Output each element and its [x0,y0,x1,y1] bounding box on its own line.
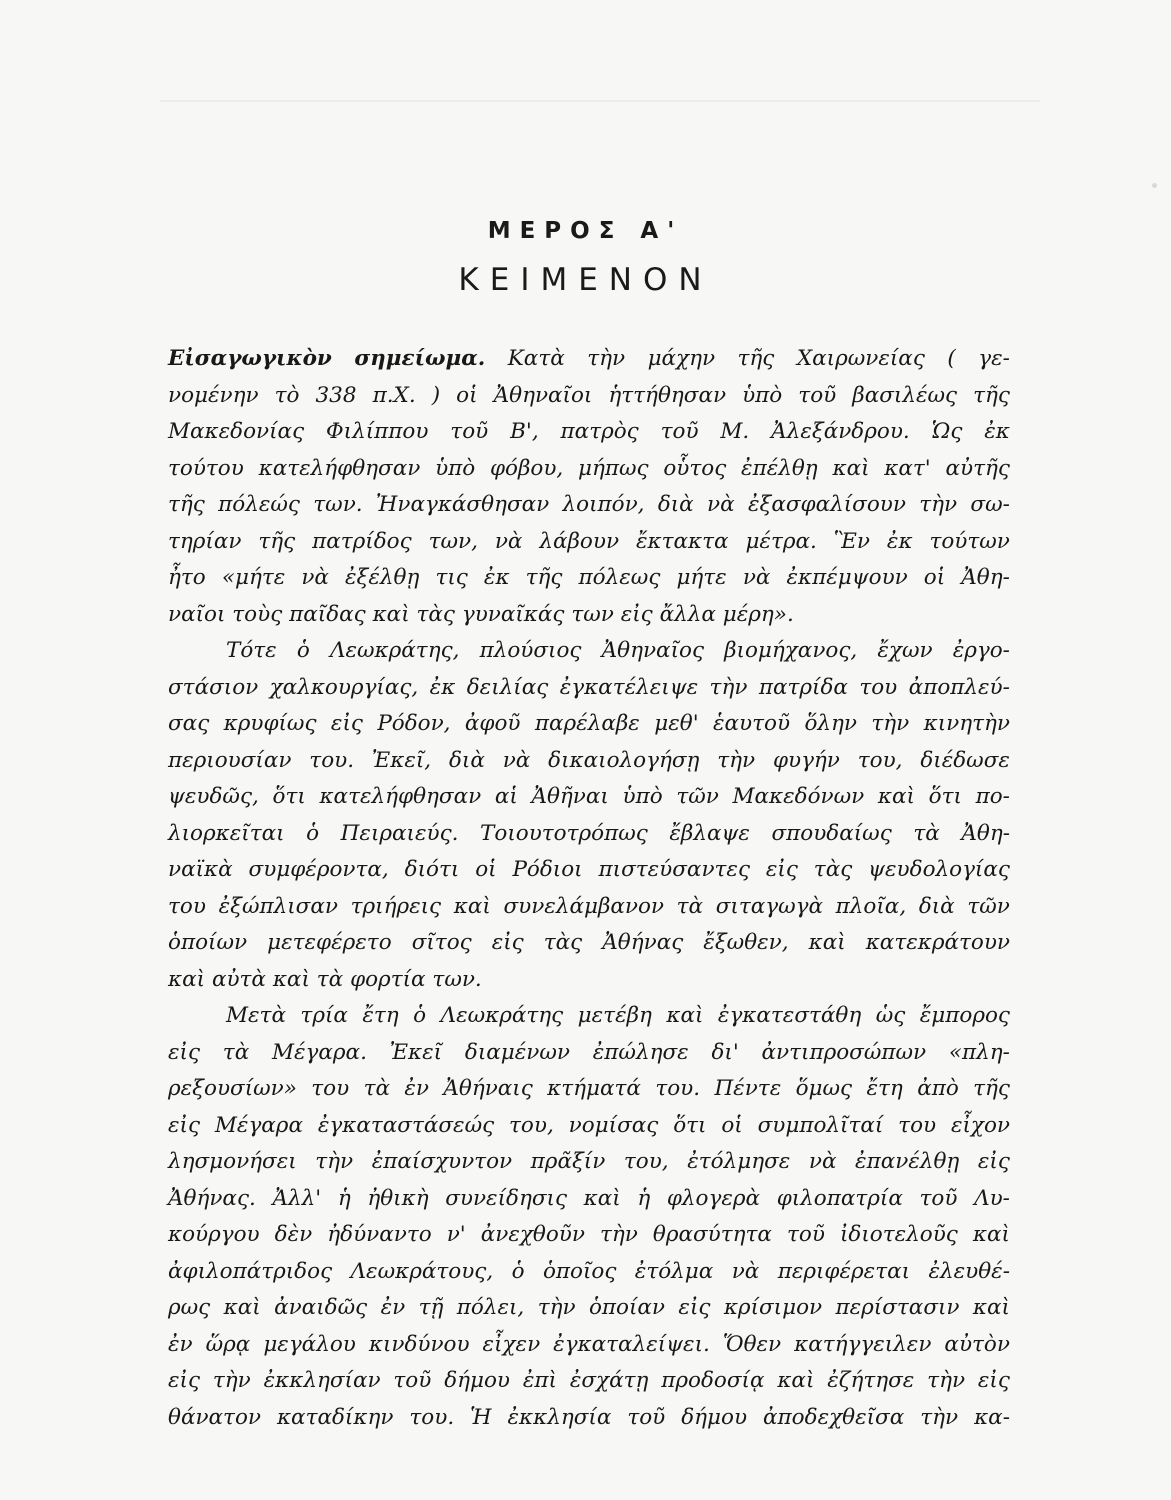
text-line: ἦτο «μήτε νὰ ἐξέλθῃ τις ἐκ τῆς πόλεως μήτε νὰ ἐκπέμψουν οἱ Ἀθη- [168,565,1010,590]
text-line: ναῖοι τοὺς παῖδας καὶ τὰς γυναῖκάς των εἰς ἄλλα μέρη». [168,601,794,627]
text-line: Ἀθήνας. Ἀλλ' ἡ ἠθικὴ συνείδησις καὶ ἡ φλογερὰ φιλοπατρία τοῦ Λυ- [168,1185,1010,1211]
text-line: κούργου δὲν ἠδύναντο ν' ἀνεχθοῦν τὴν θρασύτητα τοῦ ἰδιοτελοῦς καὶ [168,1222,1010,1247]
text-line: εἰς Μέγαρα ἐγκαταστάσεώς του, νομίσας ὅτι οἱ συμπολῖταί του εἶχον [168,1112,1010,1138]
text-line: καὶ αὐτὰ καὶ τὰ φορτία των. [168,966,482,992]
section-heading: ΚΕΙΜΕΝΟΝ [458,262,713,298]
text-line: στάσιον χαλκουργίας, ἐκ δειλίας ἐγκατέλειψε τὴν πατρίδα του ἀποπλεύ- [168,674,1010,700]
text-line: του ἐξώπλισαν τριήρεις καὶ συνελάμβανον τὰ σιταγωγὰ πλοῖα, διὰ τῶν [168,893,1010,919]
text-line: τηρίαν τῆς πατρίδος των, νὰ λάβουν ἔκτακτα μέτρα. Ἓν ἐκ τούτων [168,528,1010,554]
text-line: σας κρυφίως εἰς Ρόδον, ἀφοῦ παρέλαβε μεθ' ἑαυτοῦ ὅλην τὴν κινητὴν [168,711,1010,736]
text-line: Εἰσαγωγικὸν σημείωμα. Κατὰ τὴν μάχην τῆς Χαιρωνείας ( γε- [168,346,1010,371]
text-line: Μετὰ τρία ἔτη ὁ Λεωκράτης μετέβη καὶ ἐγκατεστάθη ὡς ἔμπορος [226,1003,1010,1028]
part-heading: ΜΕΡΟΣ Α' [487,218,684,244]
text-line: νομένην τὸ 338 π.Χ. ) οἱ Ἀθηναῖοι ἡττήθησαν ὑπὸ τοῦ βασιλέως τῆς [168,382,1010,408]
text-line: θάνατον καταδίκην του. Ἡ ἐκκλησία τοῦ δήμου ἀποδεχθεῖσα τὴν κα- [168,1404,1010,1430]
body-text [168,341,1010,1436]
text-line: τούτου κατελήφθησαν ὑπὸ φόβου, μήπως οὗτος ἐπέλθῃ καὶ κατ' αὐτῆς [168,455,1010,481]
text-line: ἀφιλοπάτριδος Λεωκράτους, ὁ ὁποῖος ἐτόλμα νὰ περιφέρεται ἐλευθέ- [168,1258,1010,1284]
text-line: τῆς πόλεώς των. Ἠναγκάσθησαν λοιπόν, διὰ νὰ ἐξασφαλίσουν τὴν σω- [168,492,1010,517]
text-line: λησμονήσει τὴν ἐπαίσχυντον πρᾶξίν του, ἐτόλμησε νὰ ἐπανέλθῃ εἰς [168,1149,1010,1174]
text-line: εἰς τὰ Μέγαρα. Ἐκεῖ διαμένων ἐπώλησε δι' ἀντιπροσώπων «πλη- [168,1039,1010,1065]
text-line: λιορκεῖται ὁ Πειραιεύς. Τοιουτοτρόπως ἔβλαψε σπουδαίως τὰ Ἀθη- [168,820,1010,846]
text-line: εἰς τὴν ἐκκλησίαν τοῦ δήμου ἐπὶ ἐσχάτῃ προδοσίᾳ καὶ ἐζήτησε τὴν εἰς [168,1368,1010,1393]
bleed-through-line [160,100,1040,102]
paper-speck [1152,183,1157,188]
text-line: Μακεδονίας Φιλίππου τοῦ Β', πατρὸς τοῦ Μ. Ἀλεξάνδρου. Ὡς ἐκ [168,419,1010,444]
text-line: ὁποίων μετεφέρετο σῖτος εἰς τὰς Ἀθήνας ἔξωθεν, καὶ κατεκράτουν [168,930,1010,955]
text-line: ρεξουσίων» του τὰ ἐν Ἀθήναις κτήματά του. Πέντε ὅμως ἔτη ἀπὸ τῆς [168,1076,1010,1101]
text-line: περιουσίαν του. Ἐκεῖ, διὰ νὰ δικαιολογήσῃ τὴν φυγήν του, διέδωσε [168,747,1010,773]
text-line: ρως καὶ ἀναιδῶς ἐν τῇ πόλει, τὴν ὁποίαν εἰς κρίσιμον περίστασιν καὶ [168,1295,1010,1320]
text-line: ψευδῶς, ὅτι κατελήφθησαν αἱ Ἀθῆναι ὑπὸ τῶν Μακεδόνων καὶ ὅτι πο- [168,784,1010,809]
text-line: ναϊκὰ συμφέροντα, διότι οἱ Ρόδιοι πιστεύσαντες εἰς τὰς ψευδολογίας [168,857,1010,882]
text-line: ἐν ὥρᾳ μεγάλου κινδύνου εἶχεν ἐγκαταλείψει. Ὅθεν κατήγγειλεν αὐτὸν [168,1331,1010,1357]
text-line: Τότε ὁ Λεωκράτης, πλούσιος Ἀθηναῖος βιομήχανος, ἔχων ἐργο- [226,638,1010,663]
